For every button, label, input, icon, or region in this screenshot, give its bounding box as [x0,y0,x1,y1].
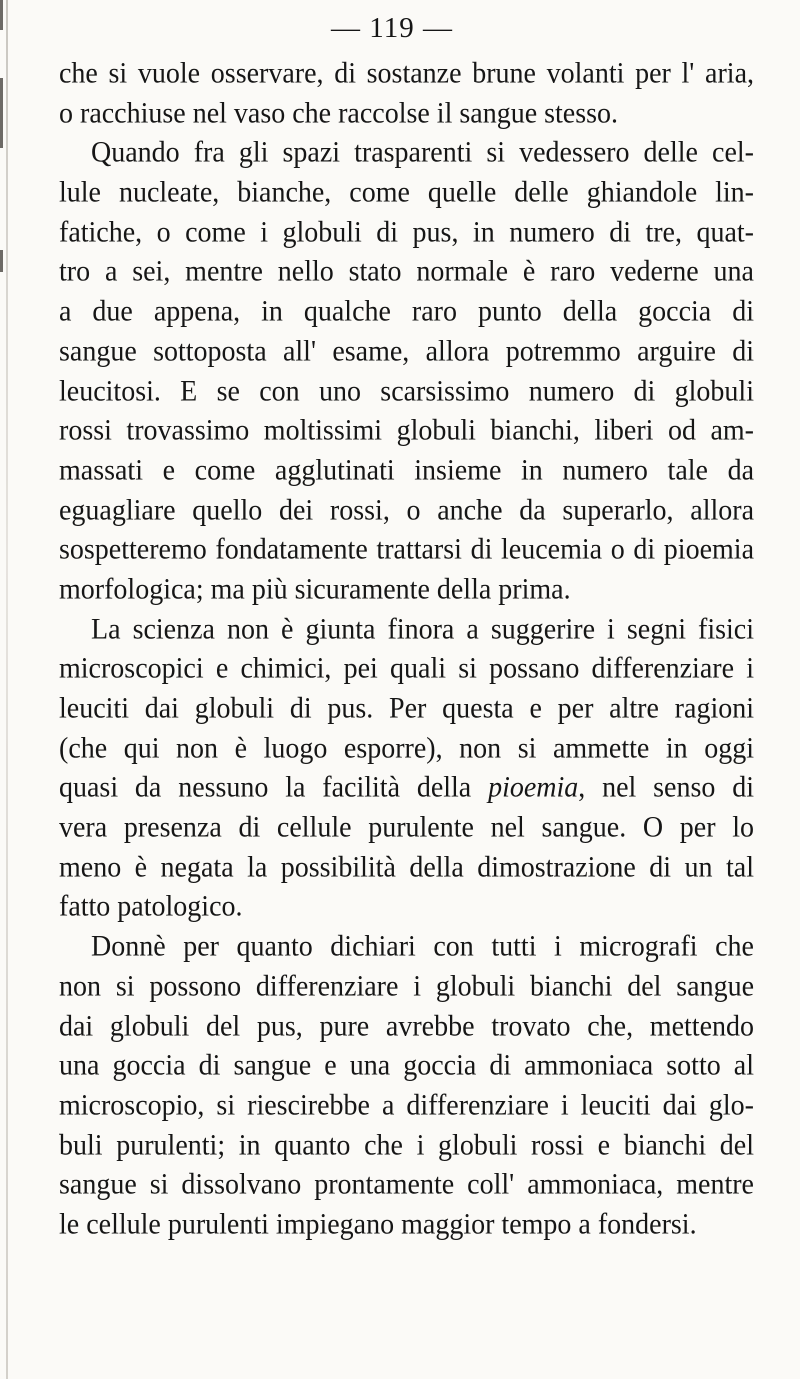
text-line: o racchiuse nel vaso che raccolse il sangue stesso. [59,96,619,130]
binding-mark [0,78,3,148]
text-line: leuciti dai globuli di pus. Per questa e per altre ragioni [59,692,754,725]
page-number: — 119 — [331,12,453,44]
text-line: non si possono differenziare i globuli bianchi del sangue [59,969,754,1003]
text-line: buli purulenti; in quanto che i globuli rossi e bianchi del [59,1128,754,1162]
text-line: lule nucleate, bianche, come quelle delle ghiandole lin- [59,176,754,209]
text-line: Donnè per quanto dichiari con tutti i micrografi che [91,930,754,964]
text-line: massati e come agglutinati insieme in numero tale da [59,453,754,487]
text-line: morfologica; ma più sicuramente della prima. [59,572,571,606]
text-line: le cellule purulenti impiegano maggior tempo a fondersi. [59,1207,697,1241]
italic-term: pioemia [488,771,579,805]
text-line: microscopio, si riescirebbe a differenziare i leuciti dai glo- [59,1088,754,1122]
text-line [59,767,754,809]
text-line: a due appena, in qualche raro punto della goccia di [59,295,754,329]
text-line: eguagliare quello dei rossi, o anche da superarlo, allora [59,493,754,527]
text-line: una goccia di sangue e una goccia di ammoniaca sotto al [59,1049,754,1083]
body-text [59,54,754,1245]
text-segment: , nel senso di [578,771,754,805]
text-line: che si vuole osservare, di sostanze brune volanti per l' aria, [59,57,754,90]
text-line: microscopici e chimici, pei quali si possano differenziare i [59,652,754,686]
text-segment: quasi da nessuno la facilità della [59,771,489,805]
text-line: fatto patologico. [59,890,243,924]
text-line: leucitosi. E se con uno scarsissimo numero di globuli [59,374,754,408]
text-line: fatiche, o come i globuli di pus, in numero di tre, quat- [59,215,754,249]
text-line: dai globuli del pus, pure avrebbe trovato che, mettendo [59,1009,754,1043]
text-line: La scienza non è giunta finora a suggerire i segni fisici [91,612,754,646]
text-line: vera presenza di cellule purulente nel sangue. O per lo [59,811,754,844]
text-line: sangue si dissolvano prontamente coll' ammoniaca, mentre [59,1168,754,1202]
binding-mark [0,250,3,272]
page-edge-shadow [6,0,8,1379]
text-line: Quando fra gli spazi trasparenti si vedessero delle cel- [91,136,754,170]
text-line: (che qui non è luogo esporre), non si ammette in oggi [59,731,754,765]
text-line: tro a sei, mentre nello stato normale è raro vederne una [59,255,754,289]
text-line: sospetteremo fondatamente trattarsi di leucemia o di pioemia [59,533,754,567]
text-line: sangue sottoposta all' esame, allora potremmo arguire di [59,334,754,368]
text-line: rossi trovassimo moltissimi globuli bianchi, liberi od am- [59,414,754,448]
text-line: meno è negata la possibilità della dimostrazione di un tal [59,850,754,884]
